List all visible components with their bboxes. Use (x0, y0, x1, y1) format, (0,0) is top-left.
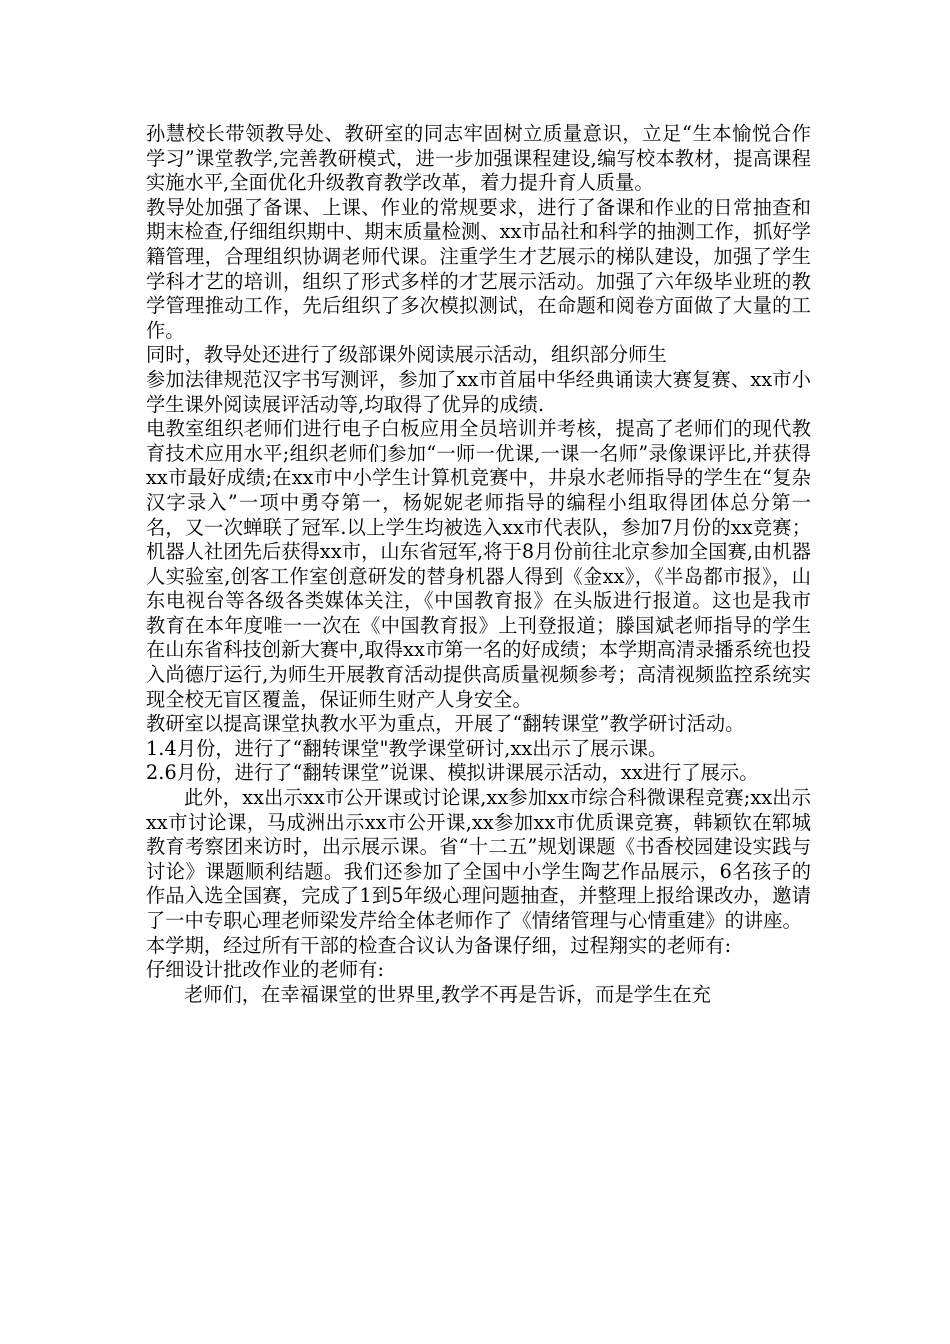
paragraph-reading-activity (146, 343, 811, 368)
paragraph-research-office: 教研室以提高课堂执教水平为重点，开展了“翻转课堂”教学研讨活动。 (146, 712, 745, 736)
document-body (146, 122, 811, 1007)
list-item-april: 1.4月份，进行了“翻转课堂"教学课堂研讨,xx出示了展示课。 (146, 736, 668, 760)
paragraph-writing-assessment: 参加法律规范汉字书写测评，参加了xx市首届中华经典诵读大赛复赛、xx市小学生课外阅读展评活动等,均取得了优异的成绩. (146, 367, 811, 416)
paragraph-homework-teachers: 仔细设计批改作业的老师有: (146, 958, 385, 982)
list-item-june: 2.6月份，进行了“翻转课堂”说课、模拟讲课展示活动，xx进行了展示。 (146, 761, 759, 785)
reading-activity-line: 同时，教导处还进行了级部课外阅读展示活动，组织部分师生 (146, 343, 667, 367)
paragraph-teaching-office: 教导处加强了备课、上课、作业的常规要求，进行了备课和作业的日常抽查和期末检查,仔细组织期中、期末质量检测、xx市品社和科学的抽测工作，抓好学籍管理，合理组织协调老师代课。注重学生才艺展示的梯队建设，加强了学生学科才艺的培训，组织了形式多样的才艺展示活动。加强了六年级毕业班的教学管理推动工作，先后组织了多次模拟测试，在命题和阅卷方面做了大量的工作。 (146, 195, 811, 342)
paragraph-additional-achievements: 此外，xx出示xx市公开课或讨论课,xx参加xx市综合科微课程竞赛;xx出示xx市讨论课，马成洲出示xx市公开课,xx参加xx市优质课竞赛，韩颖钦在郓城教育考察团来访时，出示展示课。省“十二五”规划课题《书香校园建设实践与讨论》课题顺利结题。我们还参加了全国中小学生陶艺作品展示，6名孩子的作品入选全国赛，完成了1到5年级心理问题抽查，并整理上报给课改办，邀请了一中专职心理老师梁发芹给全体老师作了《情绪管理与心情重建》的讲座。 (146, 786, 811, 932)
paragraph-audio-visual-office: 电教室组织老师们进行电子白板应用全员培训并考核，提高了老师们的现代教育技术应用水平;组织老师们参加“一师一优课,一课一名师”录像课评比,并获得xx市最好成绩;在xx市中小学生计算机竞赛中，井泉水老师指导的学生在“复杂汉字录入”一项中勇夺第一，杨妮妮老师指导的编程小组取得团体总分第一名，又一次蝉联了冠军.以上学生均被选入xx市代表队，参加7月份的xx竞赛；机器人社团先后获得xx市，山东省冠军,将于8月份前往北京参加全国赛,由机器人实验室,创客工作室创意研发的替身机器人得到《金xx》，《半岛都市报》，山东电视台等各级各类媒体关注，《中国教育报》在头版进行报道。这也是我市教育在本年度唯一一次在《中国教育报》上刊登报道；滕国斌老师指导的学生在山东省科技创新大赛中,取得xx市第一名的好成绩；本学期高清录播系统也投入尚德厅运行,为师生开展教育活动提供高质量视频参考；高清视频监控系统实现全校无盲区覆盖，保证师生财产人身安全。 (146, 417, 811, 711)
paragraph-principal-quality: 孙慧校长带领教导处、教研室的同志牢固树立质量意识，立足“生本愉悦合作学习”课堂教学,完善教研模式，进一步加强课程建设,编写校本教材，提高课程实施水平,全面优化升级教育教学改革，着力提升育人质量。 (146, 122, 811, 195)
paragraph-careful-preparation: 本学期，经过所有干部的检查合议认为备课仔细，过程翔实的老师有: (146, 933, 732, 957)
paragraph-happy-classroom: 老师们，在幸福课堂的世界里,教学不再是告诉，而是学生在充 (184, 982, 711, 1006)
